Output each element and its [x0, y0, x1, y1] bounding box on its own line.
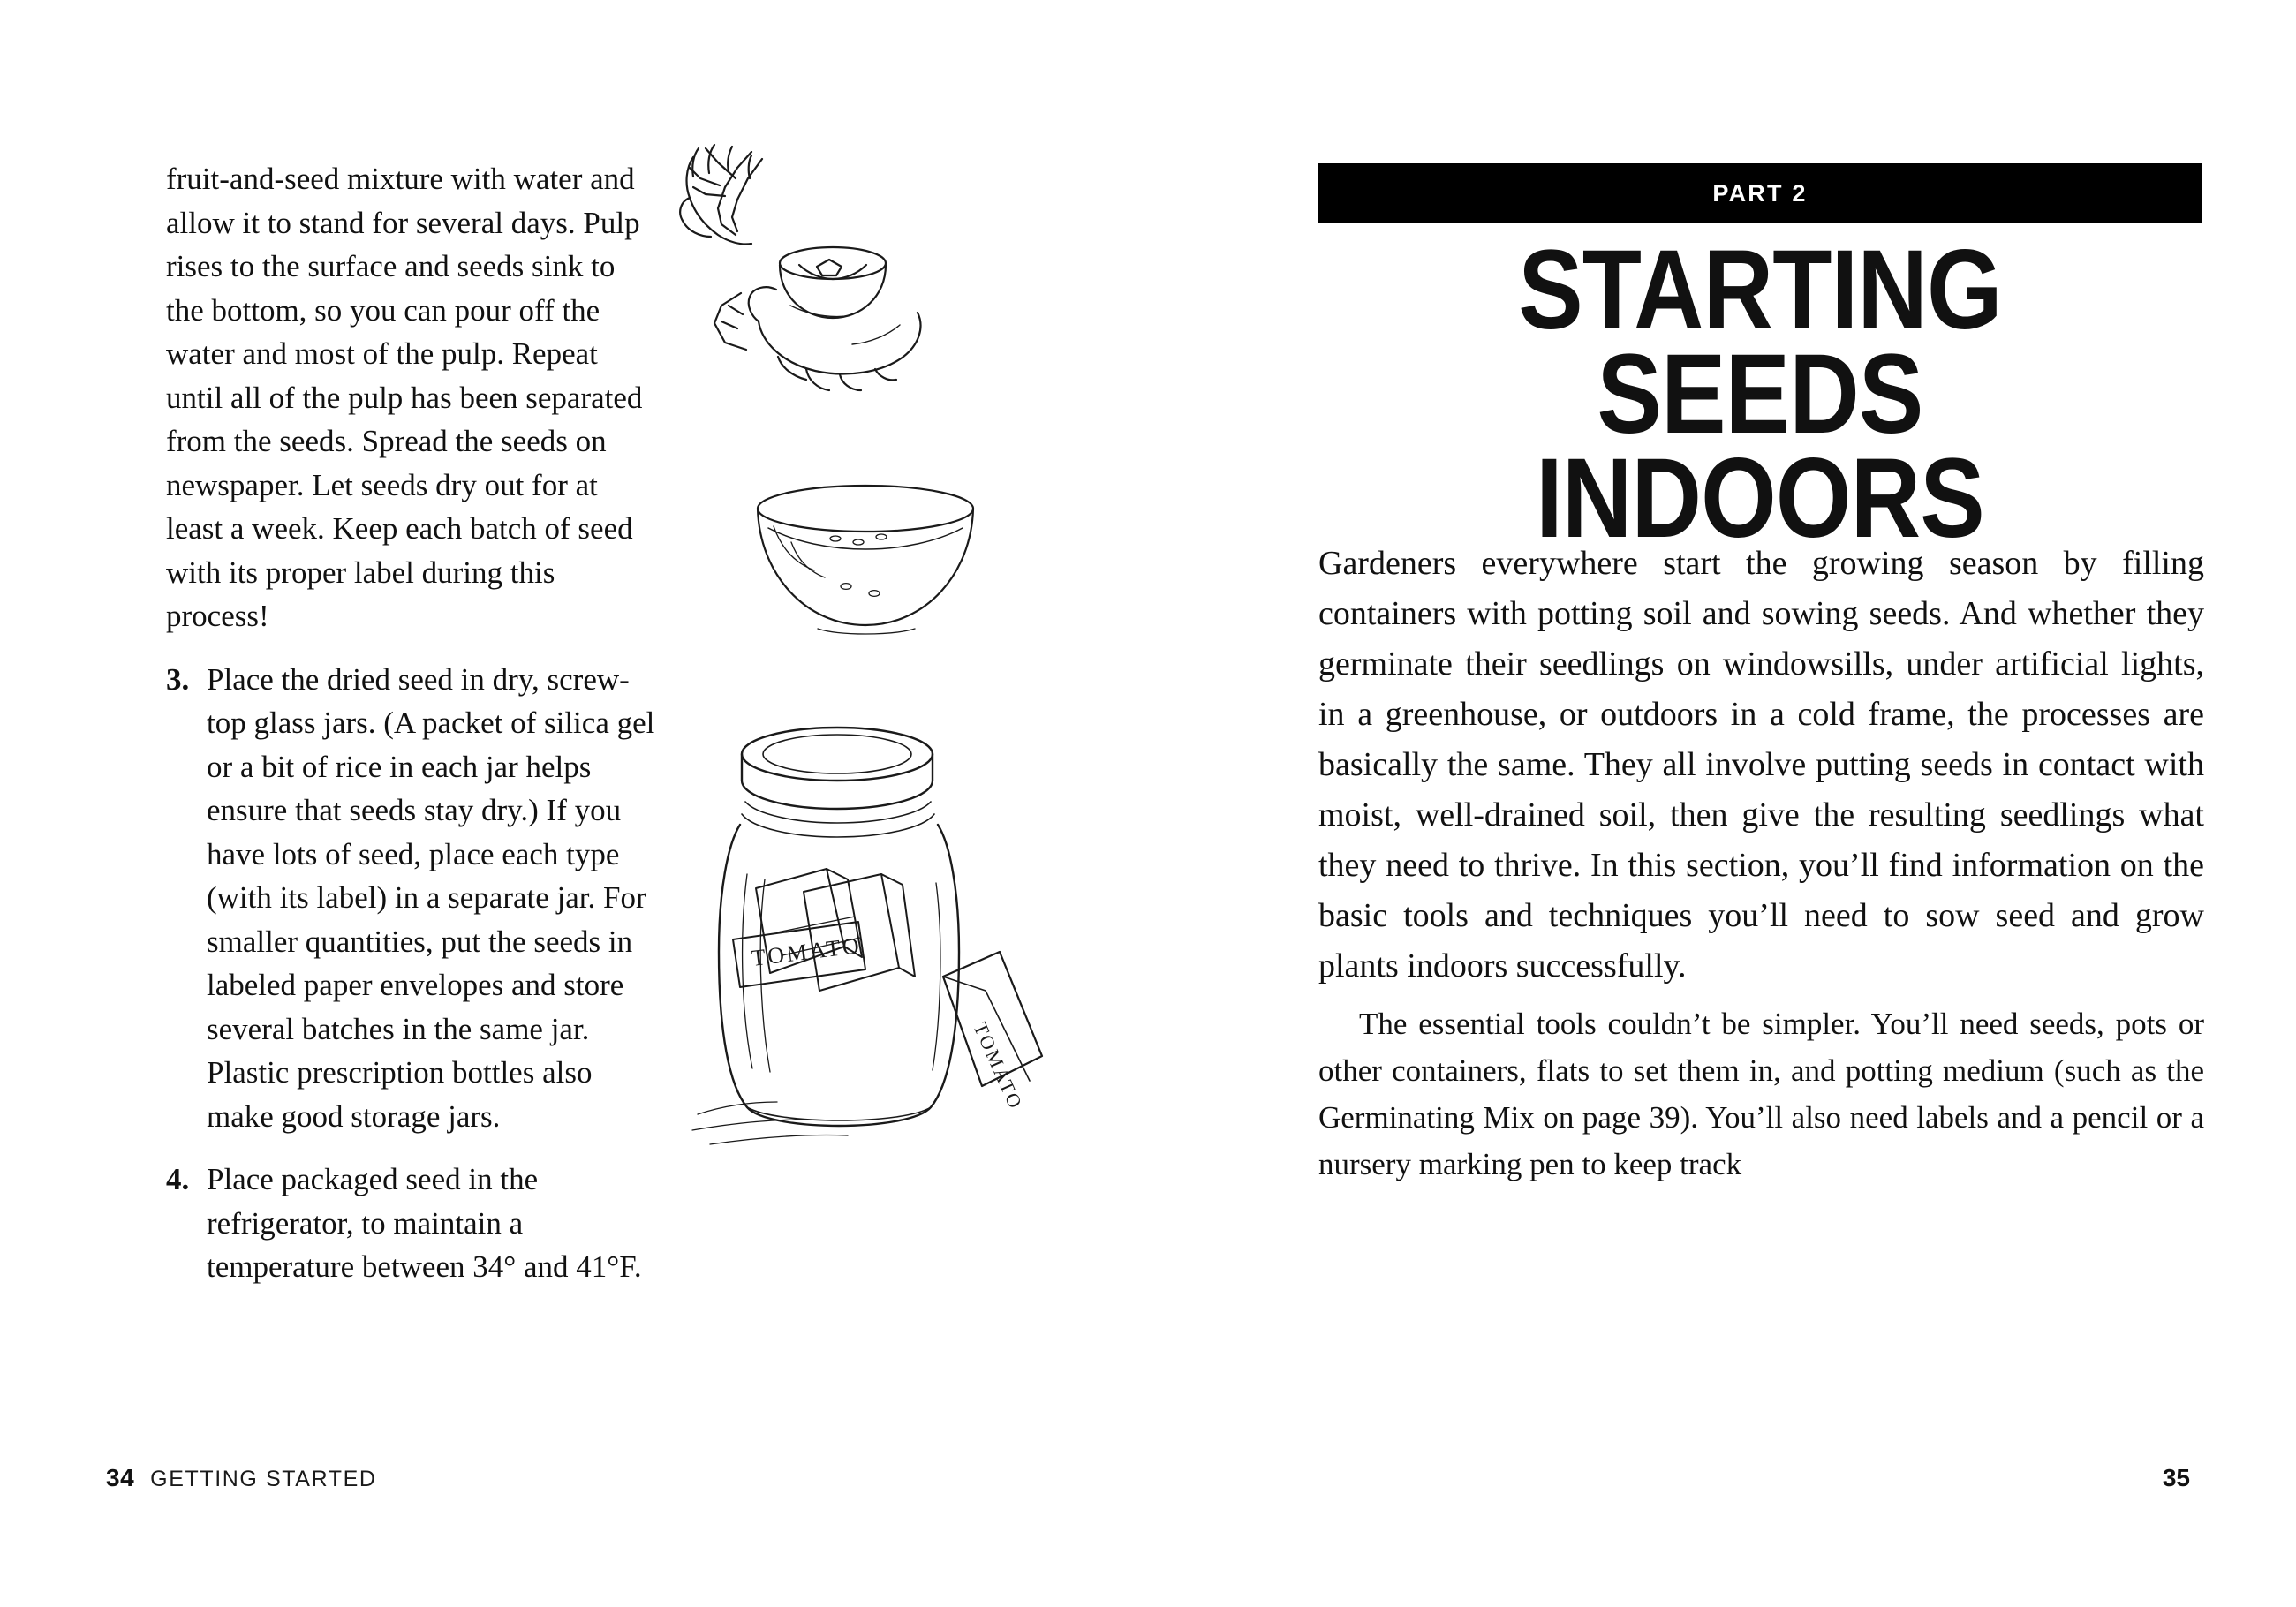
running-head: GETTING STARTED	[150, 1467, 377, 1491]
page-number: 34	[106, 1464, 135, 1491]
part-banner	[1318, 163, 2202, 223]
left-page-text-column	[166, 157, 661, 1309]
page-title-line-2: INDOORS	[1536, 435, 1984, 562]
svg-text:TOMATO: TOMATO	[750, 932, 864, 971]
right-page	[1148, 0, 2296, 1607]
list-item-number: 4.	[166, 1162, 190, 1196]
page-number: 35	[2162, 1464, 2190, 1491]
hands-straining-seeds-illustration	[667, 132, 1038, 441]
bowl-of-water-with-seeds-illustration	[733, 477, 998, 653]
folio-left	[106, 1464, 377, 1492]
svg-text:TOMATO: TOMATO	[969, 1018, 1028, 1113]
list-item-number: 3.	[166, 661, 190, 697]
list-item-text: Place packaged seed in the refrigerator, to maintain a temperature between 34° and 41°F.	[207, 1162, 642, 1284]
body-paragraph: Gardeners everywhere start the growing season by filling containers with potting soil and sowing seeds. And whether they germinate their seedlings on windowsills, under artificial lights, in a greenhouse, or outdoors in a cold frame, the processes are basically the same. They all involve putting seeds in contact with moist, well-drained soil, then give the resulting seedlings what they need to thrive. In this section, you’ll find information on the basic tools and techniques you’ll need to sow seed and grow plants indoors successfully.	[1318, 545, 2204, 985]
page-title-line-1: STARTING SEEDS	[1518, 227, 2002, 457]
page-title	[1380, 227, 2140, 562]
list-item-text: Place the dried seed in dry, screw-top glass jars. (A packet of silica gel or a bit of rice in each jar helps ensure that seeds stay dry.) If you have lots of seed, place each type (with its label) in a separate jar. For smaller quantities, put the seeds in labeled paper envelopes and store several batches in the same jar. Plastic prescription bottles also make good storage jars.	[207, 661, 655, 1134]
list-item	[166, 1158, 661, 1289]
list-item	[166, 658, 661, 1139]
part-label: PART 2	[1712, 179, 1808, 207]
glass-jar-with-seed-packets-illustration	[671, 715, 1060, 1174]
folio-right	[2163, 1464, 2190, 1492]
right-page-text-column	[1318, 539, 2204, 1188]
body-paragraph: The essential tools couldn’t be simpler. You’ll need seeds, pots or other containers, flats to set them in, and potting medium (such as the Germinating Mix on page 39). You’ll also need labels and a pencil or a nursery marking pen to keep track	[1318, 1007, 2204, 1181]
intro-paragraph: fruit-and-seed mixture with water and allow it to stand for several days. Pulp rises to the surface and seeds sink to the bottom, so you can pour off the water and most of the pulp. Repeat until all of the pulp has been separated from the seeds. Spread the seeds on newspaper. Let seeds dry out for at least a week. Keep each batch of seed with its proper label during this process!	[166, 162, 643, 633]
